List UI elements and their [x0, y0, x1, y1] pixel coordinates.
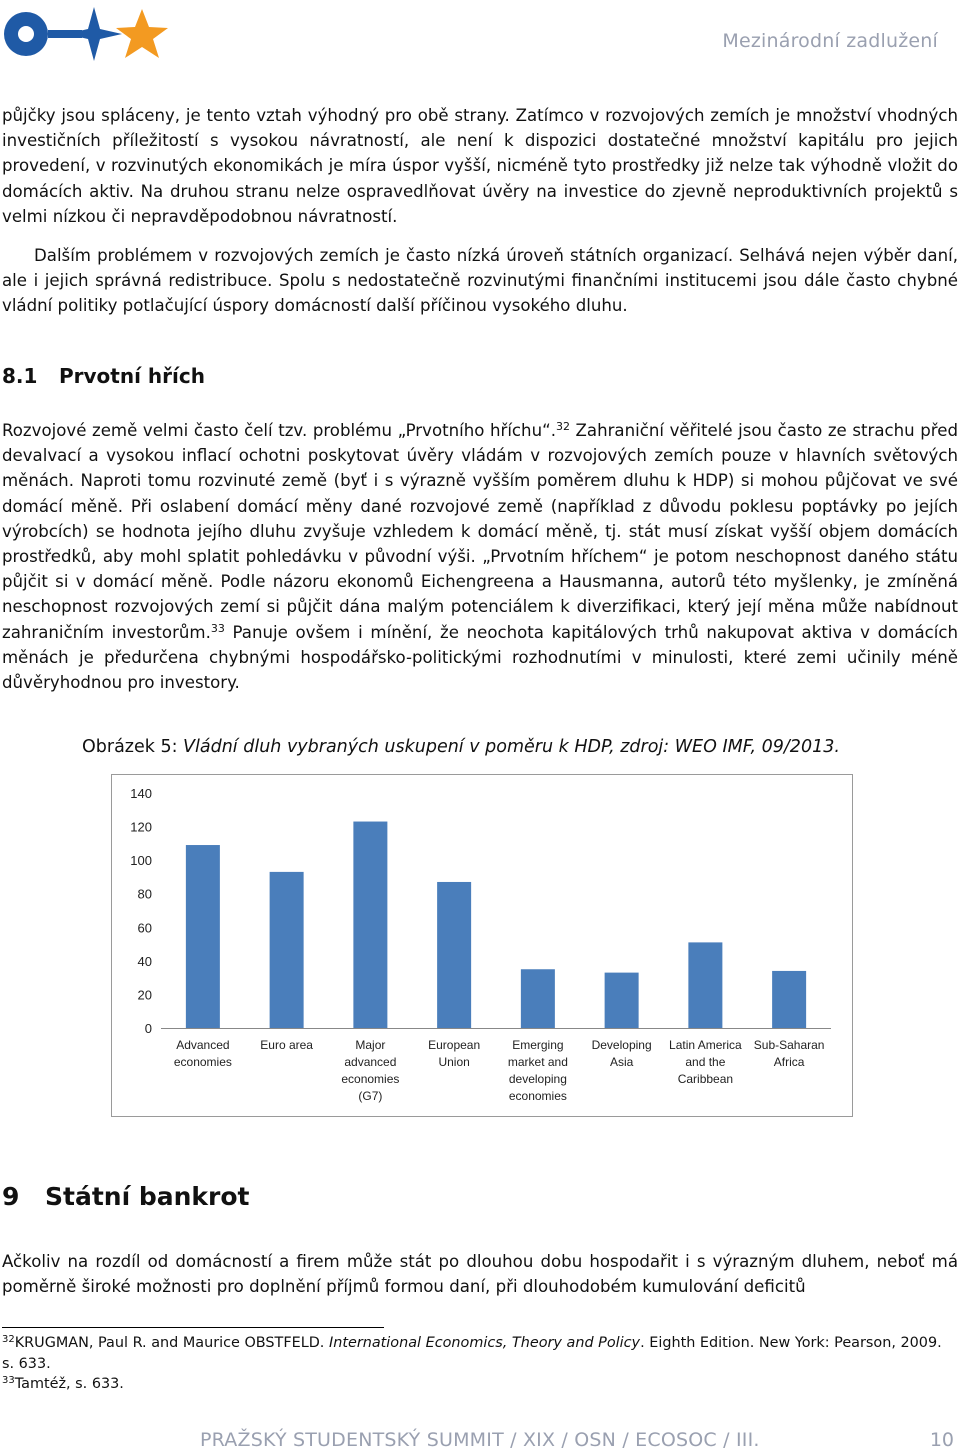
footnote-separator: [2, 1327, 384, 1328]
bar: [270, 872, 304, 1028]
y-tick-label: 80: [137, 886, 152, 902]
x-tick-label: Major advanced economies (G7): [341, 1038, 400, 1103]
x-tick-label: European Union: [428, 1038, 481, 1069]
y-tick-label: 120: [130, 819, 152, 835]
footnote-32-text-a: KRUGMAN, Paul R. and Maurice OBSTFELD.: [14, 1335, 329, 1351]
footnote-mark-33: 33: [2, 1375, 15, 1386]
footnote-32-title: International Economics, Theory and Policy: [328, 1335, 641, 1351]
section-9-paragraph: [2, 1249, 958, 1299]
figure-caption-label: Obrázek 5:: [82, 737, 184, 757]
bar: [186, 845, 220, 1028]
section-heading-8-1: [2, 364, 205, 388]
intro-paragraph-2: [2, 243, 958, 319]
bar: [688, 942, 722, 1028]
intro-paragraph-1: [2, 103, 958, 229]
x-tick-label: Latin America and the Caribbean: [669, 1038, 742, 1086]
x-tick-label: Euro area: [260, 1038, 313, 1052]
y-tick-label: 100: [130, 853, 152, 869]
footnote-32-text-b: . Eighth Edition. New York: Pearson, 2009. s. 633.: [2, 1335, 942, 1372]
chapter-number: 9: [2, 1182, 20, 1211]
footnote-33-text: Tamtéž, s. 633.: [14, 1376, 124, 1392]
figure-caption: [82, 737, 840, 757]
section-heading-9: [2, 1182, 250, 1211]
header-title: Mezinárodní zadlužení: [722, 30, 938, 52]
section-9-text: Ačkoliv na rozdíl od domácností a firem může stát po dlouhou dobu hospodařit i s výrazným dluhem, neboť má poměrně široké možnosti pro doplnění příjmů formou daní, při dlouhodobém kumulování deficitů: [2, 1252, 958, 1297]
section-8-1-paragraph: [2, 418, 958, 695]
intro-text-1: půjčky jsou spláceny, je tento vztah výhodný pro obě strany. Zatímco v rozvojových zemích je množství vhodných investičních příležitostí s vysokou návratností, ale není k dispozici dostatečné množství kapitálu pro jejich provedení, v rozvinutých ekonomikách je míra úspor vyšší, nicméně tyto prostředky již nelze tak výhodně vložit do domácích aktiv. Na druhou stranu nelze ospravedlňovat úvěry na investice do zjevně neproduktivních projektů s velmi nízkou či nepravděpodobnou návratností.: [2, 106, 958, 226]
bar: [605, 973, 639, 1028]
summit-logo: [2, 3, 172, 63]
x-tick-label: Sub-Saharan Africa: [753, 1038, 825, 1069]
section-8-1-text-b: Zahraniční věřitelé jsou často ze strachu před devalvací a vysokou inflací ochotni poskytovat úvěry vládám v rozvojových zemích pouze v hlavních světových měnách. Naproti tomu rozvinuté země (byť i s výrazně vyšším poměrem dluhu k HDP) si mohou půjčovat ve své domácí měně. Při oslabení domácí měny dané rozvojové země (například z důvodu poklesu poptávky po jejích výrobcích) se hodnota jejího dluhu zvyšuje vzhledem k domácí měně, tj. stát musí získat vyšší objem domácích prostředků, aby mohl splatit pohledávku v původní výši. „Prvotním hříchem“ je potom neschopnost daného státu půjčit si v domácí měně. Podle názoru ekonomů Eichengreena a Hausmanna, autorů této myšlenky, je zmíněná neschopnost rozvojových zemí si půjčit dána malým potenciálem k diverzifikaci, který její měna může nabídnout zahraničním investorům.: [2, 421, 958, 642]
intro-text-2: Dalším problémem v rozvojových zemích je často nízká úroveň státních organizací. Selhává nejen výběr daní, ale i jejich správná redistribuce. Spolu s nedostatečně rozvinutými finančními institucemi jsou dále často chybné vládní politiky potlačující úspory domácností další příčinou vysokého dluhu.: [2, 246, 958, 316]
x-tick-label: Advanced economies: [173, 1038, 232, 1069]
bar: [772, 971, 806, 1028]
footnote-ref-32[interactable]: 32: [555, 420, 570, 433]
section-number: 8.1: [2, 364, 38, 388]
footnotes: [2, 1333, 958, 1395]
section-8-1-text-c: Panuje ovšem i mínění, že neochota kapitálových trhů nakupovat aktiva v domácích měnách je předurčena chybnými hospodářsko-politickými rozhodnutími v minulosti, které zemi učinily méně důvěryhodnou pro investory.: [2, 622, 958, 693]
footer-text: PRAŽSKÝ STUDENTSKÝ SUMMIT / XIX / OSN / ECOSOC / III.: [200, 1429, 760, 1451]
bar: [353, 822, 387, 1028]
bar: [437, 882, 471, 1028]
y-tick-label: 20: [137, 987, 152, 1003]
y-tick-label: 40: [137, 953, 152, 969]
y-tick-label: 60: [137, 920, 152, 936]
footnote-32: [2, 1333, 958, 1374]
section-title: Prvotní hřích: [59, 364, 205, 388]
page-number: 10: [929, 1429, 954, 1451]
figure-caption-text: Vládní dluh vybraných uskupení v poměru k HDP, zdroj: WEO IMF, 09/2013.: [183, 737, 840, 757]
y-tick-label: 140: [130, 786, 152, 801]
chapter-title: Státní bankrot: [45, 1182, 250, 1211]
footnote-33: [2, 1374, 958, 1395]
debt-bar-chart: [111, 774, 853, 1117]
x-tick-label: Emerging market and developing economies: [507, 1038, 568, 1103]
y-tick-label: 0: [144, 1021, 152, 1036]
section-8-1-text-a: Rozvojové země velmi často čelí tzv. problému „Prvotního hříchu“.: [2, 421, 556, 440]
footnote-mark-32: 32: [2, 1334, 15, 1345]
bar: [521, 969, 555, 1028]
x-tick-label: Developing Asia: [591, 1038, 652, 1069]
footnote-ref-33[interactable]: 33: [210, 621, 225, 635]
